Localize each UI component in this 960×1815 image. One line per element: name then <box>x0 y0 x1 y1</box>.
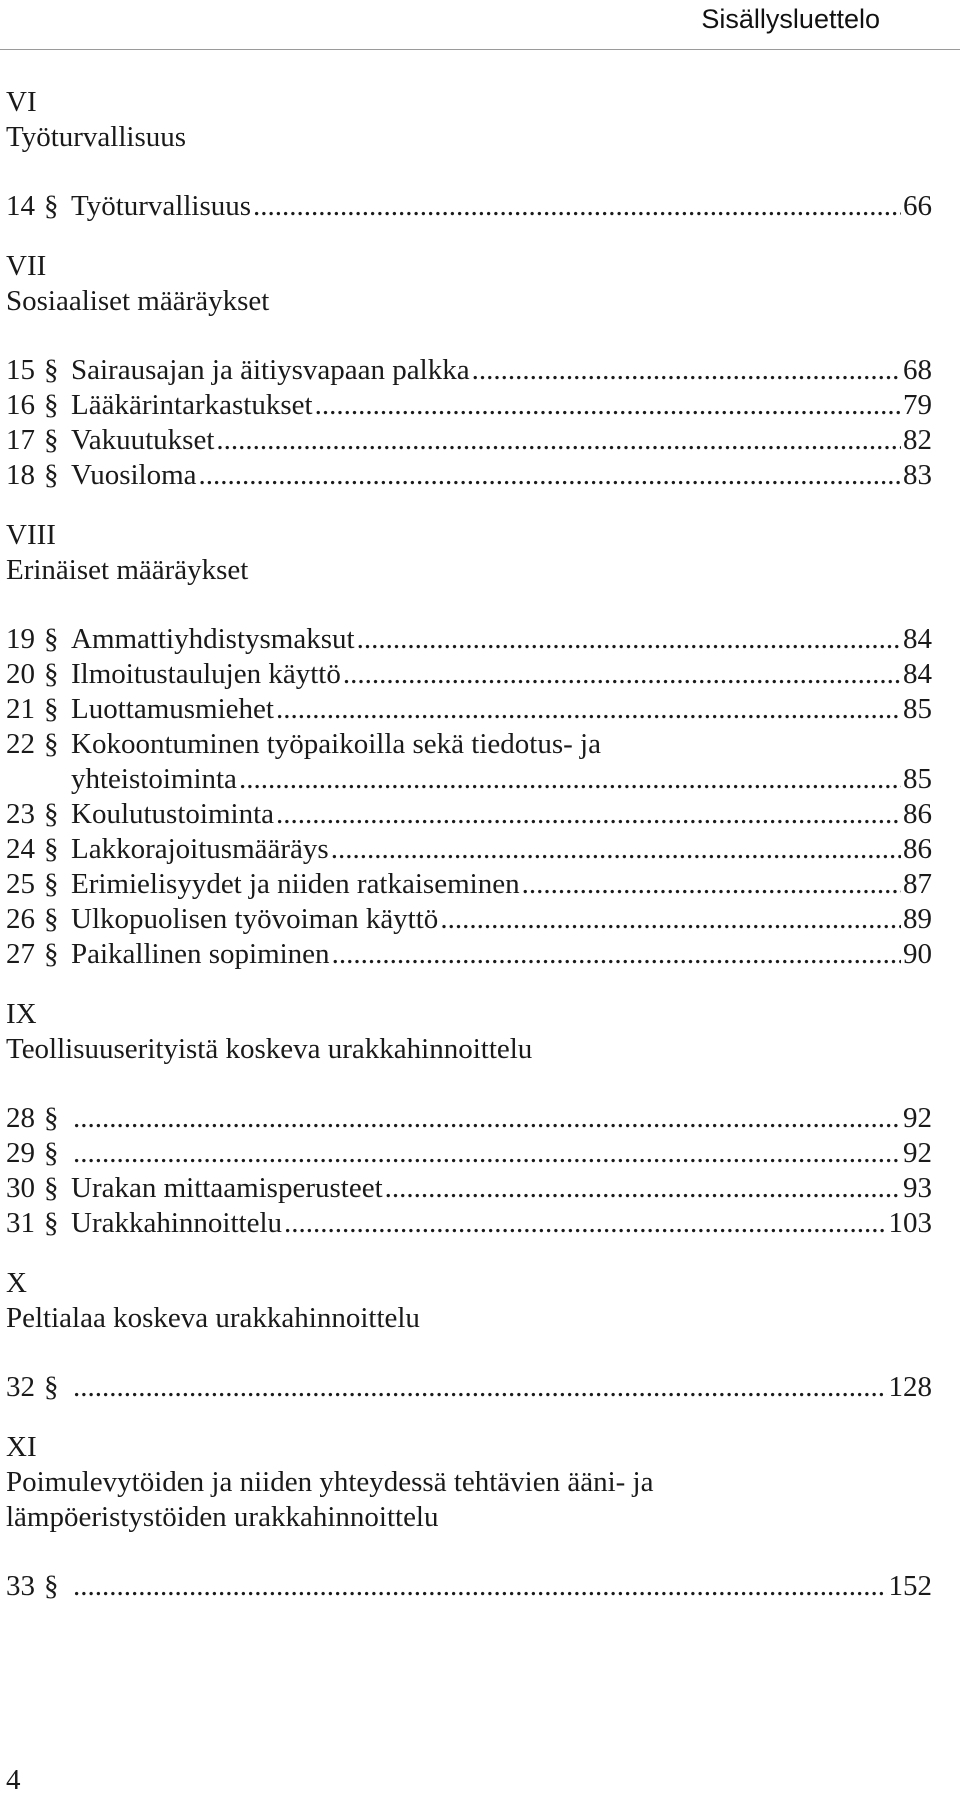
entry-title: Lakkorajoitusmääräys <box>71 833 329 865</box>
entry-text <box>71 797 932 832</box>
section-number: 23 <box>6 798 35 830</box>
chapter <box>6 1430 932 1604</box>
section-number: 33 <box>6 1570 35 1602</box>
page-header-title: Sisällysluettelo <box>701 4 880 34</box>
dot-leader <box>440 902 901 937</box>
entry-title: yhteistoiminta <box>71 763 237 795</box>
page-reference: 87 <box>903 868 932 900</box>
section-sign-icon: § <box>44 1207 59 1239</box>
dot-leader <box>199 458 901 493</box>
entry-text <box>71 353 932 388</box>
entry-line <box>71 353 932 388</box>
toc-entry <box>6 832 932 867</box>
dot-leader <box>357 622 901 657</box>
section-sign-icon: § <box>44 658 59 690</box>
section-sign-icon: § <box>44 623 59 655</box>
entry-line <box>71 727 932 762</box>
toc-entry <box>6 657 932 692</box>
entry-line <box>71 1101 932 1136</box>
entry-line <box>71 1569 932 1604</box>
entry-text <box>71 458 932 493</box>
section-sign-icon: § <box>44 1137 59 1169</box>
toc-entry <box>6 1206 932 1241</box>
entry-text <box>71 657 932 692</box>
entry-title: Työturvallisuus <box>71 190 252 222</box>
section-number: 22 <box>6 728 35 760</box>
page-reference: 89 <box>903 903 932 935</box>
chapter <box>6 1266 932 1405</box>
section-number: 28 <box>6 1102 35 1134</box>
entry-text <box>71 423 932 458</box>
dot-leader <box>253 189 901 224</box>
toc-entry <box>6 622 932 657</box>
page-reference: 84 <box>903 623 932 655</box>
page-reference: 85 <box>903 763 932 795</box>
entry-text <box>71 1206 932 1241</box>
chapter-title: Teollisuuserityistä koskeva urakkahinnoittelu <box>6 1033 533 1065</box>
dot-leader <box>73 1136 901 1171</box>
entry-text <box>71 1136 932 1171</box>
section-sign-icon: § <box>44 1371 59 1403</box>
section-sign-icon: § <box>44 798 59 830</box>
chapter-number: VIII <box>6 519 56 551</box>
section-number: 14 <box>6 190 35 222</box>
entry-title: Urakan mittaamisperusteet <box>71 1172 383 1204</box>
dot-leader <box>343 657 901 692</box>
section-sign-icon: § <box>44 938 59 970</box>
entry-text <box>71 388 932 423</box>
entry-title: Vakuutukset <box>71 424 215 456</box>
section-number: 16 <box>6 389 35 421</box>
section-number: 25 <box>6 868 35 900</box>
chapter-title: Työturvallisuus <box>6 121 187 153</box>
toc-entry <box>6 388 932 423</box>
dot-leader <box>472 353 901 388</box>
section-sign-icon: § <box>44 903 59 935</box>
page-number: 4 <box>6 1764 21 1796</box>
dot-leader <box>73 1569 887 1604</box>
entry-text <box>71 1101 932 1136</box>
toc-entry <box>6 458 932 493</box>
page-reference: 68 <box>903 354 932 386</box>
entry-title: Vuosiloma <box>71 459 197 491</box>
section-number: 17 <box>6 424 35 456</box>
toc-entry <box>6 797 932 832</box>
entry-title: Paikallinen sopiminen <box>71 938 330 970</box>
section-sign-icon: § <box>44 868 59 900</box>
page-reference: 92 <box>903 1102 932 1134</box>
page-reference: 86 <box>903 798 932 830</box>
page-reference: 82 <box>903 424 932 456</box>
toc-entry <box>6 1171 932 1206</box>
dot-leader <box>73 1101 901 1136</box>
page-reference: 128 <box>888 1371 932 1403</box>
section-sign-icon: § <box>44 1102 59 1134</box>
toc-entry <box>6 1136 932 1171</box>
toc-entry <box>6 1101 932 1136</box>
toc-entry <box>6 353 932 388</box>
toc-entry <box>6 1370 932 1405</box>
page-reference: 152 <box>888 1570 932 1602</box>
page-reference: 84 <box>903 658 932 690</box>
entry-line <box>71 622 932 657</box>
entry-title: Erimielisyydet ja niiden ratkaiseminen <box>71 868 520 900</box>
toc-entry <box>6 902 932 937</box>
entry-line <box>71 902 932 937</box>
entry-title: Ammattiyhdistysmaksut <box>71 623 355 655</box>
page-reference: 86 <box>903 833 932 865</box>
page-reference: 90 <box>903 938 932 970</box>
section-sign-icon: § <box>44 389 59 421</box>
chapter-number: VI <box>6 86 37 118</box>
section-number: 32 <box>6 1371 35 1403</box>
dot-leader <box>276 797 901 832</box>
chapter-title: Sosiaaliset määräykset <box>6 285 270 317</box>
entry-line <box>71 937 932 972</box>
entry-title: Lääkärintarkastukset <box>71 389 313 421</box>
chapter <box>6 249 932 493</box>
entry-line <box>71 797 932 832</box>
entry-text <box>71 867 932 902</box>
section-sign-icon: § <box>44 424 59 456</box>
section-sign-icon: § <box>44 354 59 386</box>
chapter-number: VII <box>6 250 47 282</box>
entry-line <box>71 189 932 224</box>
toc-entry <box>6 937 932 972</box>
chapter-title: Erinäiset määräykset <box>6 554 249 586</box>
entry-text <box>71 902 932 937</box>
chapter <box>6 997 932 1241</box>
entry-line <box>71 388 932 423</box>
entry-text <box>71 1171 932 1206</box>
page-reference: 79 <box>903 389 932 421</box>
chapter <box>6 85 932 224</box>
entry-line <box>71 1370 932 1405</box>
chapter-number: IX <box>6 998 37 1030</box>
dot-leader <box>332 937 901 972</box>
section-number: 24 <box>6 833 35 865</box>
dot-leader <box>276 692 901 727</box>
entry-line <box>71 762 932 797</box>
dot-leader <box>522 867 901 902</box>
section-number: 31 <box>6 1207 35 1239</box>
entry-title: Ilmoitustaulujen käyttö <box>71 658 341 690</box>
section-number: 15 <box>6 354 35 386</box>
section-number: 29 <box>6 1137 35 1169</box>
entry-line <box>71 458 932 493</box>
dot-leader <box>315 388 901 423</box>
entry-line <box>71 832 932 867</box>
section-number: 26 <box>6 903 35 935</box>
entry-title: Kokoontuminen työpaikoilla sekä tiedotus- ja <box>71 728 601 760</box>
entry-line <box>71 423 932 458</box>
toc-entry <box>6 189 932 224</box>
chapter <box>6 518 932 972</box>
section-number: 19 <box>6 623 35 655</box>
dot-leader <box>284 1206 886 1241</box>
entry-title: Luottamusmiehet <box>71 693 274 725</box>
toc-entry <box>6 692 932 727</box>
section-sign-icon: § <box>44 728 59 760</box>
entry-line <box>71 867 932 902</box>
entry-text <box>71 727 932 797</box>
section-number: 30 <box>6 1172 35 1204</box>
section-sign-icon: § <box>44 190 59 222</box>
section-number: 18 <box>6 459 35 491</box>
section-number: 27 <box>6 938 35 970</box>
entry-line <box>71 1206 932 1241</box>
page-reference: 66 <box>903 190 932 222</box>
page-reference: 83 <box>903 459 932 491</box>
entry-line <box>71 657 932 692</box>
chapter-number: XI <box>6 1431 37 1463</box>
section-sign-icon: § <box>44 693 59 725</box>
entry-text <box>71 1569 932 1604</box>
entry-title: Ulkopuolisen työvoiman käyttö <box>71 903 439 935</box>
section-sign-icon: § <box>44 459 59 491</box>
chapter-title: Poimulevytöiden ja niiden yhteydessä tehtävien ääni- ja lämpöeristystöiden urakkahinnoittelu <box>6 1466 654 1533</box>
page-reference: 92 <box>903 1137 932 1169</box>
dot-leader <box>385 1171 901 1206</box>
chapter-title: Peltialaa koskeva urakkahinnoittelu <box>6 1302 420 1334</box>
dot-leader <box>216 423 901 458</box>
toc-entry <box>6 727 932 797</box>
page-reference: 93 <box>903 1172 932 1204</box>
section-sign-icon: § <box>44 1172 59 1204</box>
section-sign-icon: § <box>44 1570 59 1602</box>
entry-line <box>71 692 932 727</box>
section-number: 21 <box>6 693 35 725</box>
entry-title: Koulutustoiminta <box>71 798 274 830</box>
entry-text <box>71 189 932 224</box>
entry-text <box>71 622 932 657</box>
entry-text <box>71 937 932 972</box>
page-reference: 103 <box>888 1207 932 1239</box>
entry-title: Urakkahinnoittelu <box>71 1207 283 1239</box>
dot-leader <box>73 1370 887 1405</box>
entry-line <box>71 1136 932 1171</box>
entry-title: Sairausajan ja äitiysvapaan palkka <box>71 354 470 386</box>
dot-leader <box>331 832 901 867</box>
section-number: 20 <box>6 658 35 690</box>
toc-entry <box>6 423 932 458</box>
chapter-number: X <box>6 1267 27 1299</box>
page-header <box>0 0 960 50</box>
entry-text <box>71 1370 932 1405</box>
toc-entry <box>6 1569 932 1604</box>
toc-entry <box>6 867 932 902</box>
entry-line <box>71 1171 932 1206</box>
page-reference: 85 <box>903 693 932 725</box>
entry-text <box>71 692 932 727</box>
table-of-contents <box>6 85 932 1629</box>
entry-text <box>71 832 932 867</box>
section-sign-icon: § <box>44 833 59 865</box>
dot-leader <box>239 762 901 797</box>
